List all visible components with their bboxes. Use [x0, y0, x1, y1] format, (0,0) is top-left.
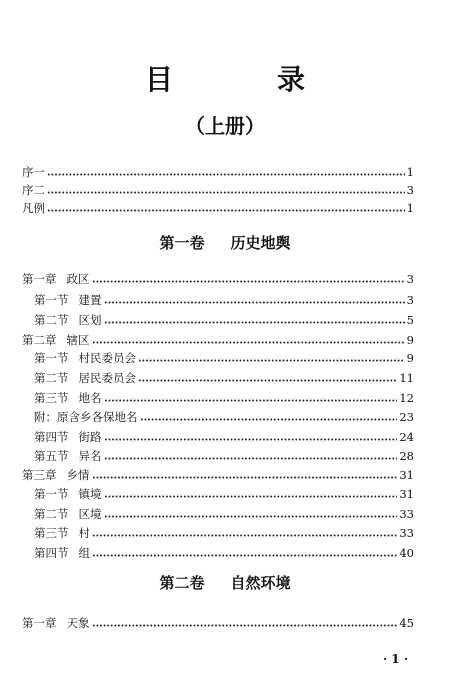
toc-entry-label: 第一章 天象	[22, 616, 90, 630]
toc-chapter[interactable]	[22, 270, 414, 286]
toc-entry-label: 第二节 区境	[34, 507, 102, 521]
leader-dots	[92, 554, 397, 557]
toc-section[interactable]	[34, 524, 414, 540]
leader-dots	[104, 495, 398, 498]
page-number: · 1 ·	[382, 652, 408, 666]
volume-heading-2	[0, 572, 450, 593]
toc-entry-label: 第二节 居民委员会	[34, 371, 136, 385]
toc-entry-label: 第四节 组	[34, 546, 90, 560]
leader-dots	[92, 341, 405, 344]
toc-appendix[interactable]	[34, 408, 414, 424]
toc-entry-label: 第五节 异名	[34, 449, 102, 463]
toc-entry-label: 第三节 地名	[34, 391, 102, 405]
leader-dots	[138, 379, 397, 382]
toc-section[interactable]	[34, 389, 414, 405]
toc-entry-page: 45	[399, 616, 414, 630]
volume-name: 历史地舆	[230, 234, 291, 252]
toc-entry-label: 第一节 建置	[34, 293, 102, 307]
leader-dots	[92, 476, 398, 479]
toc-entry-label: 第四节 街路	[34, 430, 102, 444]
toc-chapter[interactable]	[22, 466, 414, 482]
toc-section[interactable]	[34, 544, 414, 560]
leader-dots	[47, 191, 405, 194]
toc-entry-page: 9	[406, 351, 414, 365]
toc-entry-label: 第一节 镇境	[34, 487, 102, 501]
toc-entry-page: 1	[406, 165, 414, 179]
leader-dots	[92, 280, 405, 283]
volume-name: 自然环境	[230, 574, 291, 592]
toc-section[interactable]	[34, 505, 414, 521]
toc-entry-label: 第二节 区划	[34, 313, 102, 327]
leader-dots	[104, 438, 398, 441]
toc-entry-page: 12	[399, 391, 414, 405]
toc-entry-page: 9	[406, 333, 414, 347]
toc-entry-page: 31	[399, 468, 414, 482]
leader-dots	[47, 173, 405, 176]
leader-dots	[104, 321, 405, 324]
toc-chapter[interactable]	[22, 331, 414, 347]
toc-entry-label: 第二章 辖区	[22, 333, 90, 347]
toc-section[interactable]	[34, 447, 414, 463]
toc-entry-page: 24	[399, 430, 414, 444]
toc-entry-preface-1[interactable]	[22, 163, 414, 179]
toc-section[interactable]	[34, 485, 414, 501]
toc-entry-page: 11	[399, 371, 414, 385]
toc-chapter[interactable]	[22, 614, 414, 630]
toc-section[interactable]	[34, 291, 414, 307]
leader-dots	[104, 301, 405, 304]
leader-dots	[104, 457, 398, 460]
toc-entry-page: 3	[406, 293, 414, 307]
toc-section[interactable]	[34, 311, 414, 327]
toc-entry-page: 40	[399, 546, 414, 560]
toc-entry-label: 第一节 村民委员会	[34, 351, 136, 365]
toc-entry-page: 33	[399, 526, 414, 540]
toc-entry-page: 31	[399, 487, 414, 501]
toc-section[interactable]	[34, 428, 414, 444]
page-subtitle: （上册）	[185, 114, 265, 138]
leader-dots	[140, 418, 398, 421]
toc-entry-label: 第三章 乡情	[22, 468, 90, 482]
volume-number: 第二卷	[159, 574, 205, 592]
toc-entry-label: 第三节 村	[34, 526, 90, 540]
leader-dots	[138, 359, 405, 362]
leader-dots	[47, 209, 405, 212]
toc-entry-label: 序一	[22, 165, 45, 179]
volume-heading-1	[0, 232, 450, 253]
toc-entry-page: 23	[399, 410, 414, 424]
toc-entry-page: 1	[406, 201, 414, 215]
volume-number: 第一卷	[159, 234, 205, 252]
toc-entry-page: 33	[399, 507, 414, 521]
toc-entry-guidelines[interactable]	[22, 199, 414, 215]
toc-entry-page: 5	[406, 313, 414, 327]
toc-section[interactable]	[34, 349, 414, 365]
toc-entry-page: 28	[399, 449, 414, 463]
toc-entry-label: 凡例	[22, 201, 45, 215]
toc-entry-preface-2[interactable]	[22, 181, 414, 197]
toc-entry-label: 序二	[22, 183, 45, 197]
toc-section[interactable]	[34, 369, 414, 385]
toc-entry-page: 3	[406, 272, 414, 286]
leader-dots	[104, 515, 398, 518]
leader-dots	[104, 399, 398, 402]
toc-entry-page: 3	[406, 183, 414, 197]
leader-dots	[92, 624, 398, 627]
leader-dots	[92, 534, 397, 537]
page-title: 目 录	[144, 63, 343, 96]
toc-entry-label: 第一章 政区	[22, 272, 90, 286]
toc-entry-label: 附：原含乡各保地名	[34, 410, 138, 424]
